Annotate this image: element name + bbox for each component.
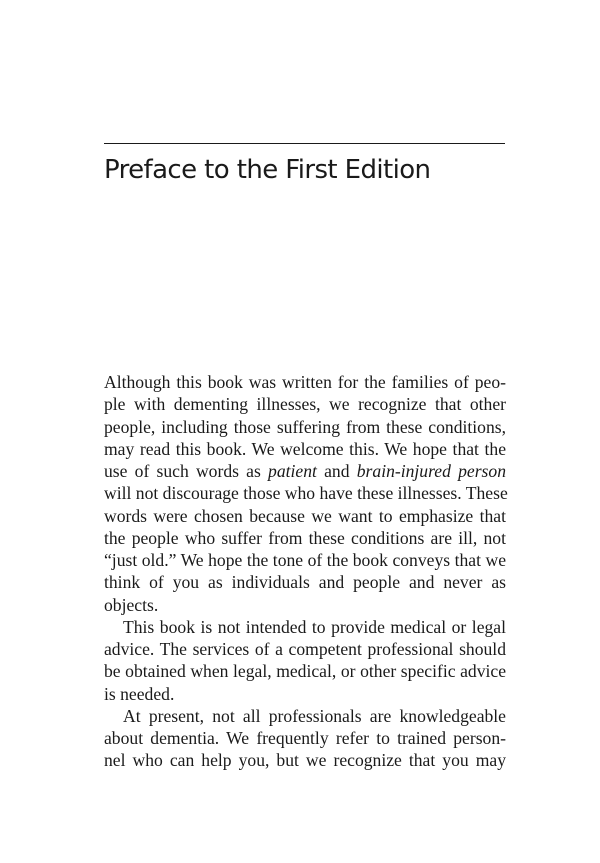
italic-term: patient <box>268 461 317 481</box>
text-line: use of such words as patient and brain-injured person <box>104 461 507 481</box>
text-line: words were chosen because we want to emphasize that <box>104 505 506 526</box>
text-line: “just old.” We hope the tone of the book conveys that we <box>104 550 506 570</box>
text-line: the people who suffer from these conditions are ill, not <box>104 527 506 548</box>
text-line: This book is not intended to provide medical or legal <box>123 616 506 637</box>
text-line: about dementia. We frequently refer to trained person- <box>104 728 506 748</box>
paragraph <box>104 616 506 705</box>
text-line: objects. <box>104 594 159 615</box>
text-line: nel who can help you, but we recognize that you may <box>104 750 506 771</box>
body-text <box>104 371 506 772</box>
text-line: be obtained when legal, medical, or other specific advice <box>104 661 506 682</box>
italic-term: brain-injured person <box>356 461 507 481</box>
text-line: is needed. <box>104 683 175 704</box>
text-line: think of you as individuals and people and never as <box>104 572 506 593</box>
text-line: advice. The services of a competent professional should <box>104 639 506 659</box>
text-line: people, including those suffering from these conditions, <box>104 416 506 437</box>
text-line: may read this book. We welcome this. We hope that the <box>104 438 506 459</box>
text-line: ple with dementing illnesses, we recognize that other <box>104 394 506 415</box>
text-line: Although this book was written for the families of peo- <box>104 372 506 392</box>
text-line: will not discourage those who have these illnesses. These <box>104 483 508 504</box>
text-line: At present, not all professionals are knowledgeable <box>123 705 506 726</box>
paragraph <box>104 371 506 616</box>
paragraph <box>104 705 506 772</box>
title-rule <box>104 143 505 144</box>
chapter-title: Preface to the First Edition <box>104 155 431 185</box>
